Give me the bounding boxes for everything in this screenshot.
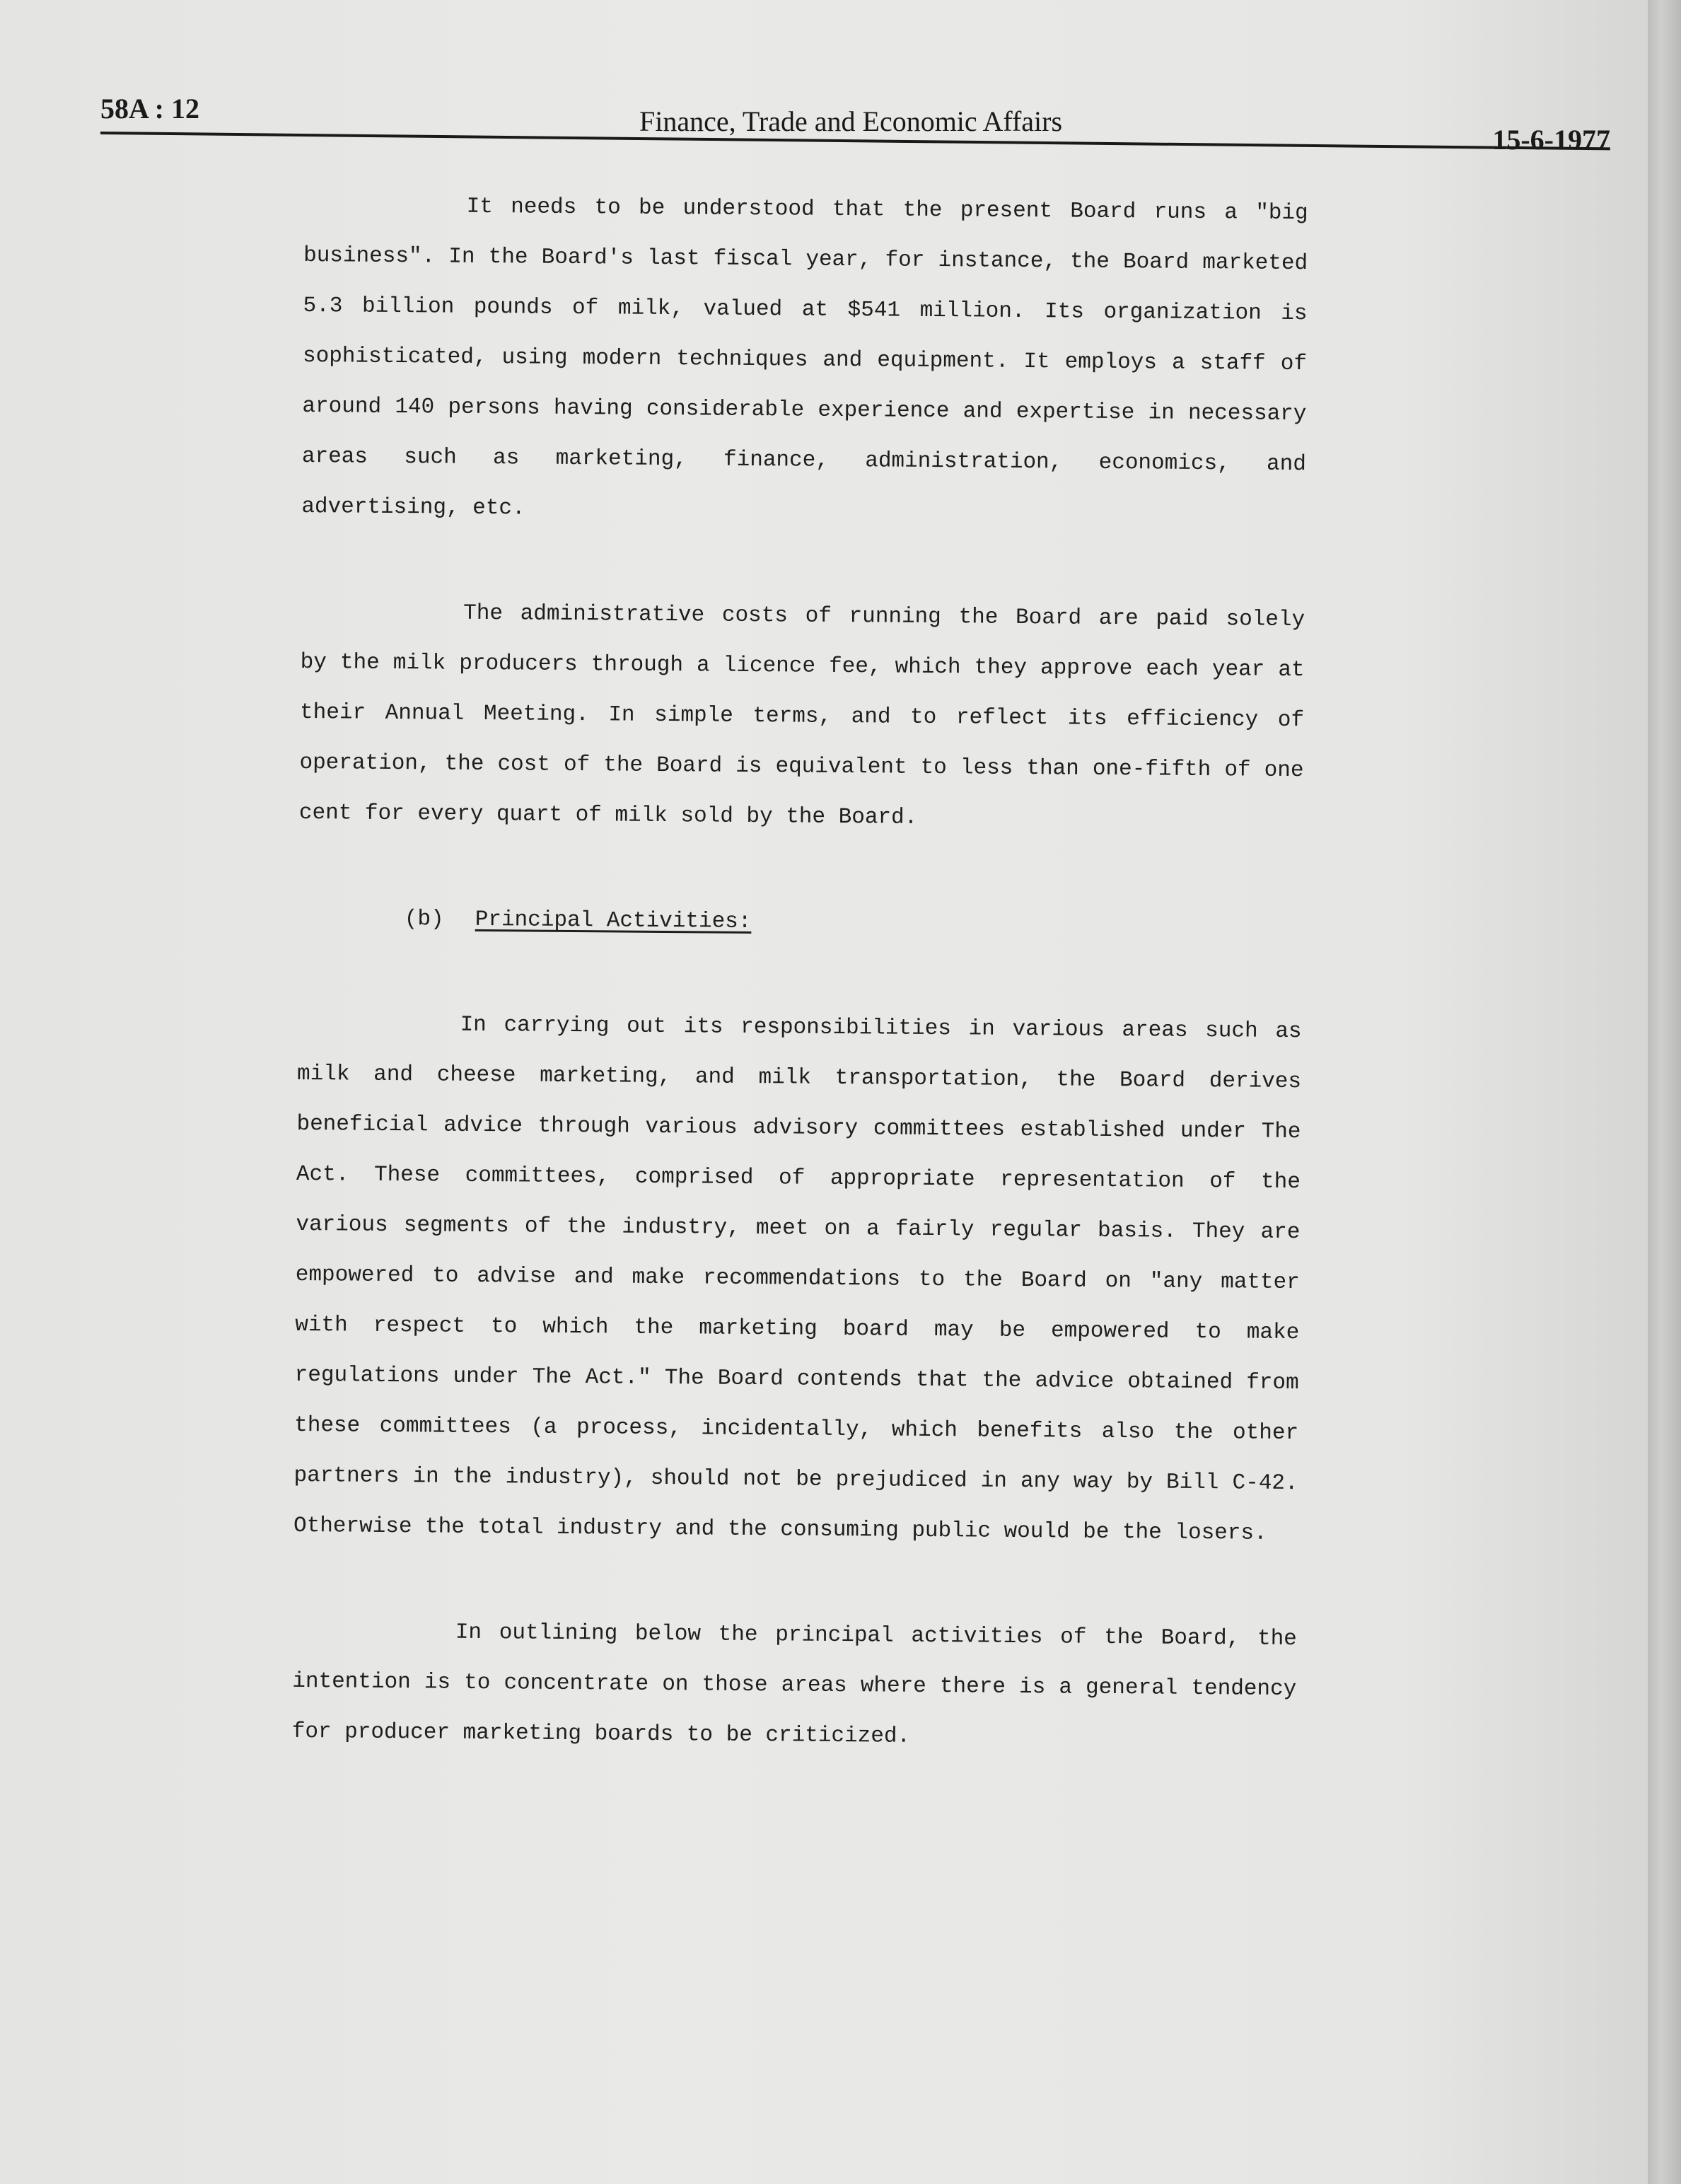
- body-text: [291, 180, 1308, 1765]
- header-title: Finance, Trade and Economic Affairs: [639, 105, 1063, 137]
- binding-edge: [1648, 0, 1681, 2184]
- header-date: 15-6-1977: [1492, 124, 1610, 156]
- paragraph-advisory-committees: In carrying out its responsibilities in various areas such as milk and cheese marketing, and milk transportation, the Board derives beneficial advice through various advisory committees established under The Act. These committees, comprised of appropriate representation of the various segments of the industry, meet on a fairly regular basis. They are empowered to advise and make recommendations to the Board on "any matter with respect to which the marketing board may be empowered to make regulations under The Act." The Board contends that the advice obtained from these committees (a process, incidentally, which benefits also the other partners in the industry), should not be prejudiced in any way by Bill C-42. Otherwise the total industry and the consuming public would be the losers.: [293, 1012, 1302, 1546]
- section-number: (b): [404, 907, 444, 932]
- section-title: Principal Activities:: [475, 907, 752, 934]
- paragraph-big-business: It needs to be understood that the present Board runs a "big business". In the Board's last fiscal year, for instance, the Board marketed 5.3 billion pounds of milk, valued at $541 million. Its organization is sophisticated, using modern techniques and equipment. It employs a staff of around 140 persons having considerable experience and expertise in necessary areas such as marketing, finance, administration, economics, and advertising, etc.: [301, 194, 1308, 521]
- paragraph-principal-activities: In outlining below the principal activities of the Board, the intention is to concentrate on those areas where there is a general tendency for producer marketing boards to be criticized.: [291, 1620, 1297, 1749]
- section-heading: [298, 893, 1303, 951]
- header-section-number: 58A : 12: [100, 93, 199, 124]
- paragraph-administrative-costs: The administrative costs of running the Board are paid solely by the milk producers through a licence fee, which they approve each year at their Annual Meeting. In simple terms, and to reflect its efficiency of operation, the cost of the Board is equivalent to less than one-fifth of one cent for every quart of milk sold by the Board.: [298, 600, 1305, 830]
- page-header: [100, 83, 1610, 161]
